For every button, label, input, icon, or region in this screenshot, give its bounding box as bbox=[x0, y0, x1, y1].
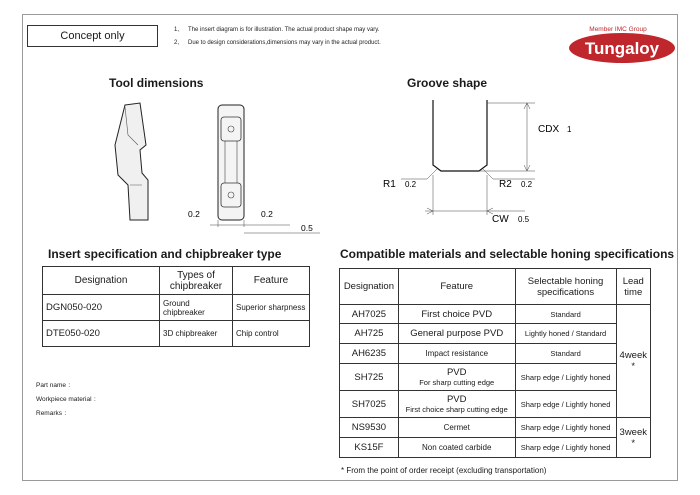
table-row bbox=[43, 295, 310, 321]
designation-cell: AH725 bbox=[340, 324, 399, 344]
part-name-field: Part name ： bbox=[36, 382, 75, 389]
concept-only-label: Concept only bbox=[27, 25, 158, 47]
col-designation: Designation bbox=[340, 269, 399, 305]
honing-cell: Sharp edge / Lightly honed bbox=[515, 391, 616, 418]
remarks-field: Remarks ： bbox=[36, 410, 71, 417]
designation-cell: SH7025 bbox=[340, 391, 399, 418]
chipbreaker-cell: 3D chipbreaker bbox=[160, 321, 233, 347]
note-1: 1、 The insert diagram is for illustration. The actual product shape may vary. bbox=[174, 27, 380, 33]
designation-cell: DGN050-020 bbox=[43, 295, 160, 321]
table-row bbox=[340, 418, 651, 438]
col-feature: Feature bbox=[233, 267, 310, 295]
honing-cell: Sharp edge / Lightly honed bbox=[515, 364, 616, 391]
designation-cell: NS9530 bbox=[340, 418, 399, 438]
lead-time-footnote: * From the point of order receipt (excluding transportation) bbox=[341, 466, 547, 475]
tool-dim-right: 0.2 bbox=[261, 209, 273, 219]
feature-cell: Impact resistance bbox=[398, 344, 515, 364]
tool-dimensions-title: Tool dimensions bbox=[109, 76, 204, 90]
table-row bbox=[340, 391, 651, 418]
r2-label: R2 bbox=[499, 179, 512, 190]
table-row bbox=[340, 324, 651, 344]
designation-cell: KS15F bbox=[340, 438, 399, 458]
feature-cell: Cermet bbox=[398, 418, 515, 438]
cdx-label: CDX bbox=[538, 124, 560, 135]
materials-table bbox=[339, 268, 651, 458]
insert-spec-table bbox=[42, 266, 310, 347]
col-honing: Selectable honing specifications bbox=[515, 269, 616, 305]
insert-front-view bbox=[218, 105, 244, 220]
designation-cell: AH7025 bbox=[340, 305, 399, 324]
logo-tagline: Member IMC Group bbox=[589, 26, 647, 33]
insert-side-view bbox=[115, 103, 148, 220]
r1-value: 0.2 bbox=[405, 180, 417, 189]
chipbreaker-cell: Ground chipbreaker bbox=[160, 295, 233, 321]
lead-time-4week: 4week * bbox=[616, 305, 650, 418]
col-chipbreaker: Types of chipbreaker bbox=[160, 267, 233, 295]
tool-dim-left: 0.2 bbox=[188, 209, 200, 219]
materials-title: Compatible materials and selectable honing specifications bbox=[340, 247, 675, 261]
table-row bbox=[340, 305, 651, 324]
cdx-value: 1 bbox=[567, 125, 572, 134]
insert-spec-header-row bbox=[43, 267, 310, 295]
tungaloy-logo bbox=[566, 22, 678, 64]
designation-cell: DTE050-020 bbox=[43, 321, 160, 347]
table-row bbox=[340, 364, 651, 391]
honing-cell: Sharp edge / Lightly honed bbox=[515, 438, 616, 458]
col-feature: Feature bbox=[398, 269, 515, 305]
cw-label: CW bbox=[492, 214, 509, 225]
groove-shape-drawing bbox=[375, 95, 575, 235]
table-row bbox=[43, 321, 310, 347]
feature-cell: PVD For sharp cutting edge bbox=[398, 364, 515, 391]
cw-value: 0.5 bbox=[518, 215, 530, 224]
logo-brand: Tungaloy bbox=[584, 39, 660, 58]
feature-cell: Chip control bbox=[233, 321, 310, 347]
tool-dimensions-drawing bbox=[90, 95, 340, 245]
insert-spec-title: Insert specification and chipbreaker type bbox=[48, 247, 282, 261]
honing-cell: Standard bbox=[515, 344, 616, 364]
feature-cell: Superior sharpness bbox=[233, 295, 310, 321]
note-2: 2、 Due to design considerations,dimensions may vary in the actual product. bbox=[174, 40, 381, 46]
feature-cell: Non coated carbide bbox=[398, 438, 515, 458]
lead-time-3week: 3week * bbox=[616, 418, 650, 458]
designation-cell: SH725 bbox=[340, 364, 399, 391]
designation-cell: AH6235 bbox=[340, 344, 399, 364]
honing-cell: Sharp edge / Lightly honed bbox=[515, 418, 616, 438]
groove-profile bbox=[433, 100, 487, 171]
table-row bbox=[340, 344, 651, 364]
honing-cell: Lightly honed / Standard bbox=[515, 324, 616, 344]
table-row bbox=[340, 438, 651, 458]
r1-label: R1 bbox=[383, 179, 396, 190]
col-lead-time: Lead time bbox=[616, 269, 650, 305]
col-designation: Designation bbox=[43, 267, 160, 295]
feature-cell: PVD First choice sharp cutting edge bbox=[398, 391, 515, 418]
materials-header-row bbox=[340, 269, 651, 305]
workpiece-material-field: Workpiece material ： bbox=[36, 396, 100, 403]
honing-cell: Standard bbox=[515, 305, 616, 324]
groove-shape-title: Groove shape bbox=[407, 76, 488, 90]
r2-value: 0.2 bbox=[521, 180, 533, 189]
disclaimer-notes bbox=[174, 24, 381, 50]
tool-dim-bottom: 0.5 bbox=[301, 223, 313, 233]
feature-cell: General purpose PVD bbox=[398, 324, 515, 344]
feature-cell: First choice PVD bbox=[398, 305, 515, 324]
